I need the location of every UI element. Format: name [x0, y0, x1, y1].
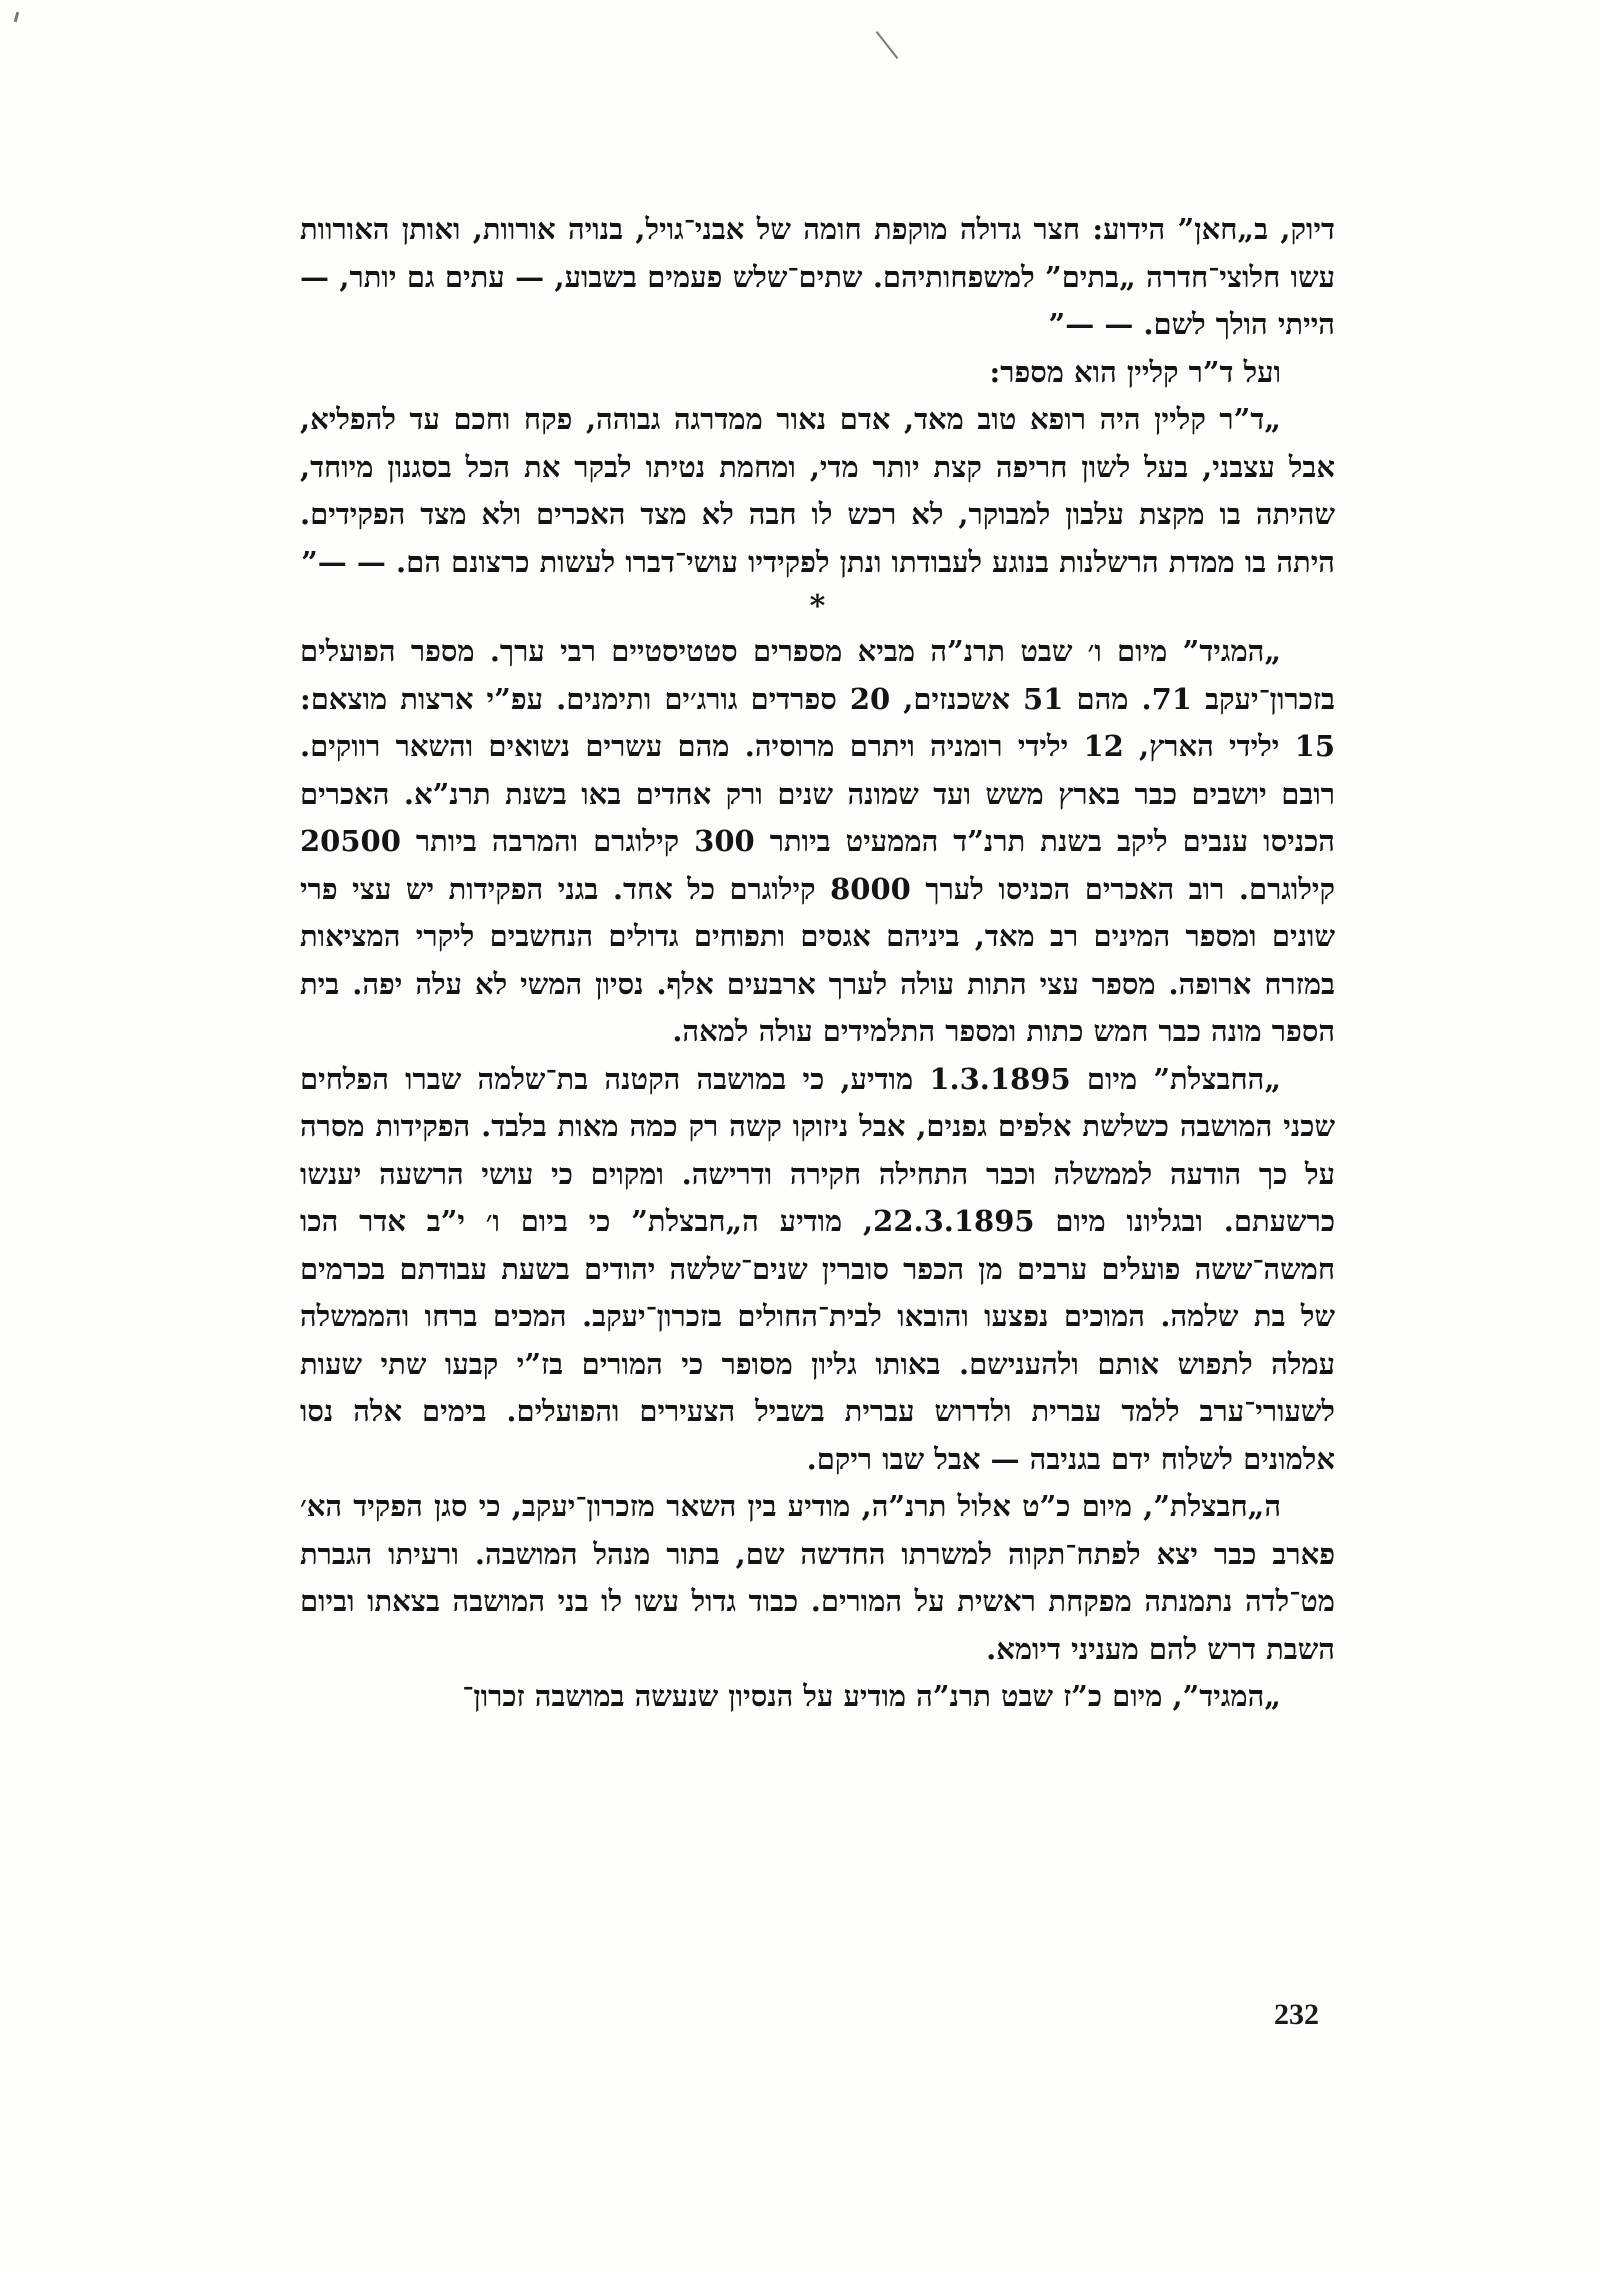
paragraph-intro-klein: ועל ד”ר קליין הוא מספר:	[989, 354, 1281, 389]
paragraph-hamagid-trial: „המגיד”, מיום כ”ז שבט תרנ”ה מודיע על הנסיון שנעשה במושבה זכרון־	[462, 1679, 1281, 1713]
paragraph-quote-continuation: דיוק, ב„חאן” הידוע: חצר גדולה מוקפת חומה של אבני־גויל, בנויה אורוות, ואותן האורוות עשו חלוצי־חדרה „בתים” למשפחותיהם. שתים־שלש פעמים בשבוע, — עתים גם יותר, — הייתי הולך לשם. — —”	[300, 212, 1335, 341]
scan-stroke	[876, 31, 899, 59]
paragraph-havatzelet-elul: ה„חבצלת”, מיום כ”ט אלול תרנ”ה, מודיע בין השאר מזכרון־יעקב, כי סגן הפקיד הא׳ פארב כבר יצא לפתח־תקוה למשרתו החדשה שם, בתור מנהל המושבה. ורעיתו הגברת מט־לדה נתמנתה מפקחת ראשית על המורים. כבוד גדול עשו לו בני המושבה בצאתו וביום השבת דרש להם מעניני דיומא.	[300, 1489, 1335, 1666]
paragraph-klein-quote: „ד”ר קליין היה רופא טוב מאד, אדם נאור ממדרגה גבוהה, פקח וחכם עד להפליא, אבל עצבני, בעל לשון חריפה קצת יותר מדי, ומחמת נטיתו לבקר את הכל בסגנון מיוחד, שהיתה בו מקצת עלבון למבוקר, לא רכש לו חבה לא מצד האכרים ולא מצד הפקידים. היתה בו ממדת הרשלנות בנוגע לעבודתו ונתן לפקידיו עושי־דברו לעשות כרצונם הם. — —”	[300, 402, 1335, 579]
paragraph-havatzelet-bat-shlomo: „החבצלת” מיום 1.3.1895 מודיע, כי במושבה הקטנה בת־שלמה שברו הפלחים שכני המושבה כשלשת אלפים גפנים, אבל ניזוקו קשה רק כמה מאות בלבד. הפקידות מסרה על כך הודעה לממשלה וכבר התחילה חקירה ודרישה. ומקוים כי עושי הרשעה יענשו כרשעתם. ובגליונו מיום 22.3.1895, מודיע ה„חבצלת” כי ביום ו׳ י”ב אדר הכו חמשה־ששה פועלים ערבים מן הכפר סוברין שנים־שלשה יהודים בשעת עבודתם בכרמים של בת שלמה. המוכים נפצעו והובאו לבית־החולים בזכרון־יעקב. המכים ברחו והממשלה עמלה לתפוש אותם ולהענישם. באותו גליון מסופר כי המורים בז”י קבעו שתי שעות לשעורי־ערב ללמד עברית ולדרוש עברית בשביל הצעירים והפועלים. בימים אלה נסו אלמונים לשלוח ידם בגניבה — אבל שבו ריקם.	[300, 1061, 1335, 1476]
page-number: 232	[1274, 1998, 1319, 2031]
body-text	[300, 206, 1335, 1721]
paragraph-hamagid-statistics: „המגיד” מיום ו׳ שבט תרנ”ה מביא מספרים סטטיסטיים רבי ערך. מספר הפועלים בזכרון־יעקב 71. מהם 51 אשכנזים, 20 ספרדים גורג׳ים ותימנים. עפ”י ארצות מוצאם: 15 ילידי הארץ, 12 ילידי רומניה ויתרם מרוסיה. מהם עשרים נשואים והשאר רווקים. רובם יושבים כבר בארץ משש ועד שמונה שנים ורק אחדים באו בשנת תרנ”א. האכרים הכניסו ענבים ליקב בשנת תרנ”ד הממעיט ביותר 300 קילוגרם והמרבה ביותר 20500 קילוגרם. רוב האכרים הכניסו לערך 8000 קילוגרם כל אחד. בגני הפקידות יש עצי פרי שונים ומספר המינים רב מאד, ביניהם אגסים ותפוחים גדולים הנחשבים ליקרי המציאות במזרח ארופה. מספר עצי התות עולה לערך ארבעים אלף. נסיון המשי לא עלה יפה. בית הספר מונה כבר חמש כתות ומספר התלמידים עולה למאה.	[300, 634, 1336, 1048]
section-separator: *	[809, 589, 826, 624]
scan-speck	[14, 12, 19, 22]
